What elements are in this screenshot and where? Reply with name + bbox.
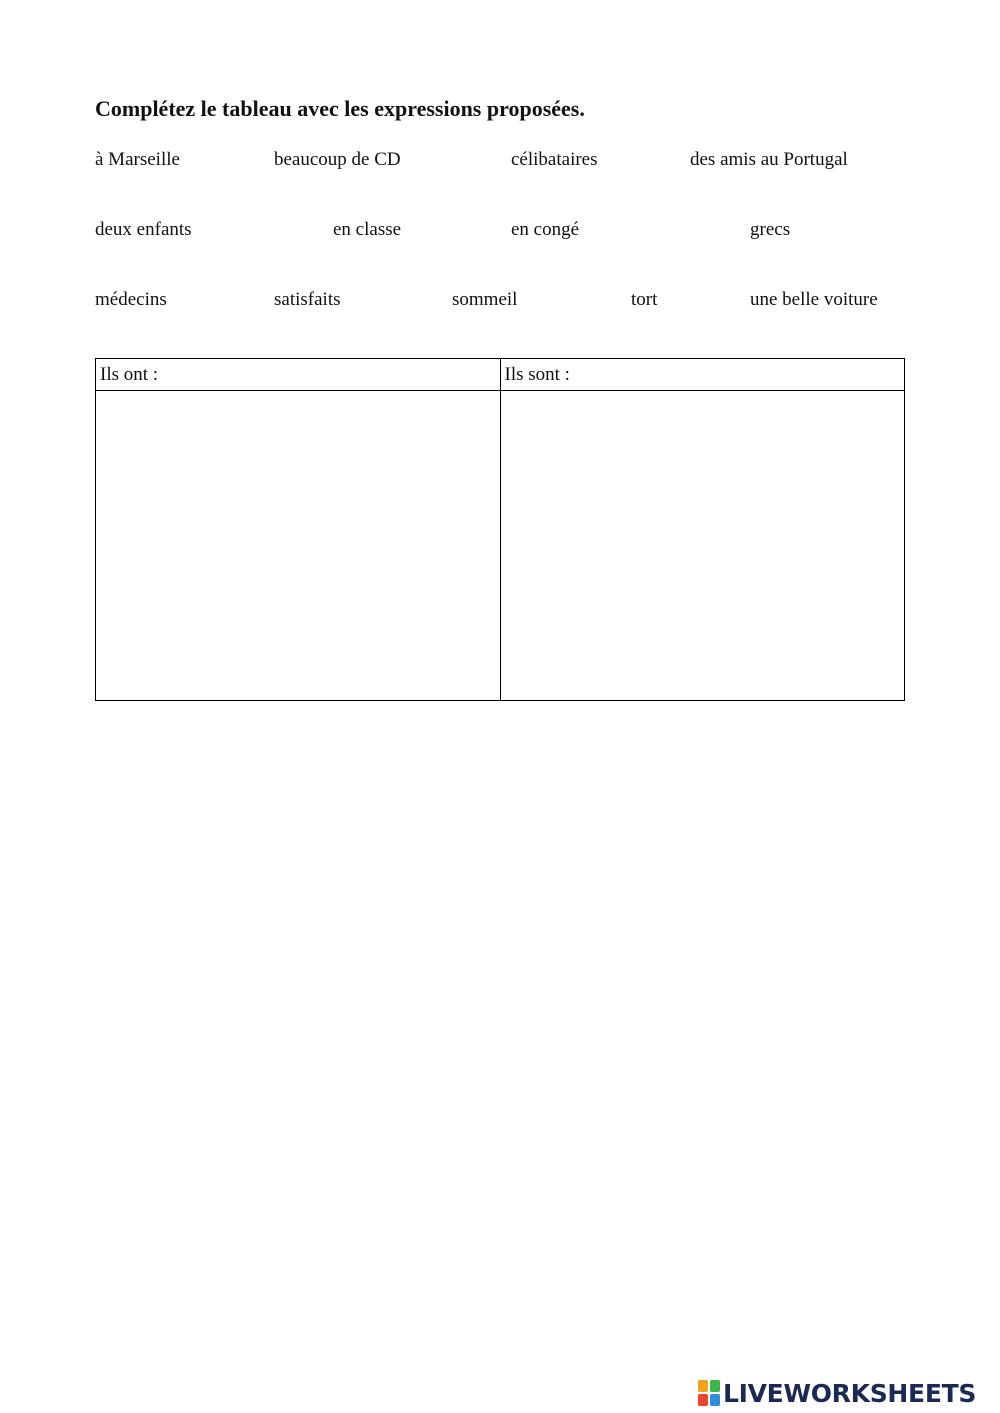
drop-zone-ils-sont[interactable] [500, 391, 905, 701]
drop-zone-ils-ont[interactable] [96, 391, 501, 701]
word-bank-item[interactable]: satisfaits [274, 289, 341, 310]
word-bank-item[interactable]: beaucoup de CD [274, 149, 401, 170]
logo-square [698, 1394, 708, 1406]
word-bank-item[interactable]: grecs [750, 219, 791, 240]
word-bank-item[interactable]: des amis au Portugal [690, 149, 848, 170]
logo-text: LIVEWORKSHEETS [723, 1378, 977, 1408]
liveworksheets-logo-icon [698, 1380, 720, 1406]
answer-table [95, 358, 905, 701]
word-bank-item[interactable]: tort [631, 289, 658, 310]
logo-square [710, 1394, 720, 1406]
liveworksheets-logo [698, 1378, 976, 1408]
logo-square [710, 1380, 720, 1392]
word-bank-item[interactable]: médecins [95, 289, 167, 310]
word-bank-item[interactable]: à Marseille [95, 149, 180, 170]
word-bank-item[interactable]: en congé [511, 219, 580, 240]
word-bank-item[interactable]: une belle voiture [750, 289, 878, 310]
word-bank-item[interactable]: célibataires [511, 149, 598, 170]
word-bank-item[interactable]: sommeil [452, 289, 518, 310]
page-title: Complétez le tableau avec les expressions proposées. [95, 96, 585, 121]
word-bank-item[interactable]: deux enfants [95, 219, 192, 240]
logo-square [698, 1380, 708, 1392]
column-header-ils-sont: Ils sont : [500, 359, 905, 391]
word-bank-item[interactable]: en classe [333, 219, 402, 240]
column-header-ils-ont: Ils ont : [96, 359, 501, 391]
